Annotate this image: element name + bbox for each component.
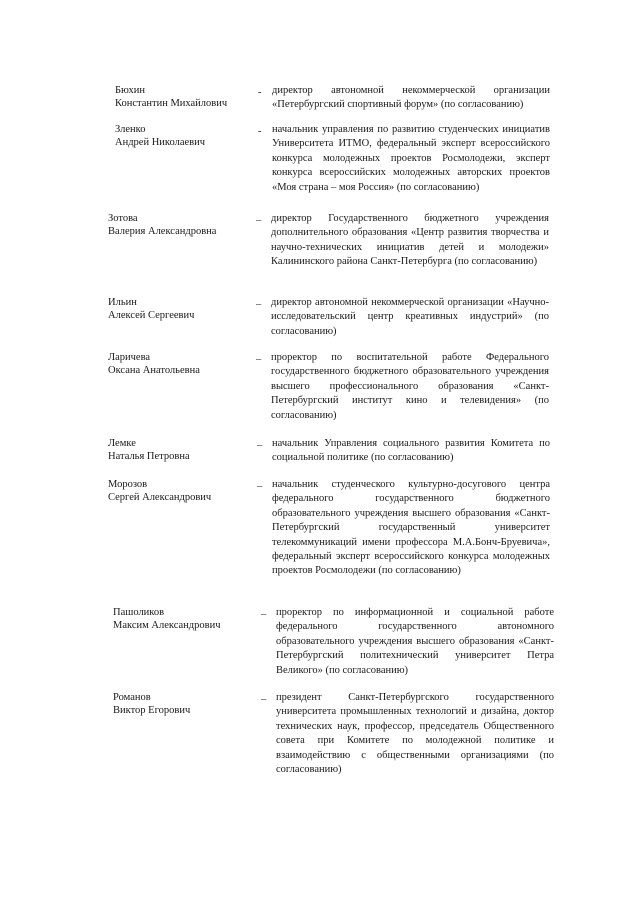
given-names: Алексей Сергеевич xyxy=(108,310,195,321)
surname: Бюхин xyxy=(115,85,145,96)
surname: Ларичева xyxy=(108,352,151,363)
separator-dash: - xyxy=(258,126,262,137)
separator-dash: – xyxy=(261,694,267,705)
position-description: начальник студенческого культурно-досугового центра федерального государственного бюджетного образовательного учреждения высшего образования «Санкт-Петербургский государственный университет телекоммуникаций имени профессора М.А.Бонч-Бруевича», федеральный эксперт всероссийского конкурса молодежных проектов Росмолодежи (по согласованию) xyxy=(272,479,550,577)
surname: Ильин xyxy=(108,297,137,308)
separator-dash: – xyxy=(257,481,263,492)
position-description: проректор по воспитательной работе Федерального государственного бюджетного образовательного учреждения высшего профессионального образования «Санкт-Петербургский институт кино и телевидения» (по согласованию) xyxy=(271,352,549,421)
separator-dash: – xyxy=(256,299,262,310)
separator-dash: – xyxy=(257,440,263,451)
surname: Зленко xyxy=(115,124,146,135)
surname: Морозов xyxy=(108,479,148,490)
person-name xyxy=(113,606,263,632)
given-names: Виктор Егорович xyxy=(113,705,191,716)
person-name xyxy=(113,691,263,717)
person-name xyxy=(115,84,265,110)
surname: Лемке xyxy=(108,438,136,449)
separator-dash: - xyxy=(258,87,262,98)
person-name xyxy=(108,296,258,322)
given-names: Константин Михайлович xyxy=(115,98,228,109)
surname: Романов xyxy=(113,692,151,703)
person-name xyxy=(108,351,258,377)
separator-dash: – xyxy=(256,354,262,365)
position-description: директор Государственного бюджетного учреждения дополнительного образования «Центр развития творчества и научно-технических инициатив детей и молодежи» Калининского района Санкт-Петербурга (по согласованию) xyxy=(271,213,549,268)
given-names: Оксана Анатольевна xyxy=(108,365,200,376)
person-name xyxy=(108,212,258,238)
position-description: президент Санкт-Петербургского государственного университета промышленных технологий и дизайна, доктор технических наук, профессор, председатель Общественного совета при Комитете по молодежной политике и взаимодействию с общественными организациями (по согласованию) xyxy=(276,692,554,776)
surname: Пашоликов xyxy=(113,607,165,618)
position-description: начальник Управления социального развития Комитета по социальной политике (по согласованию) xyxy=(272,438,550,464)
surname: Зотова xyxy=(108,213,138,224)
person-name xyxy=(115,123,265,149)
separator-dash: – xyxy=(256,215,262,226)
given-names: Наталья Петровна xyxy=(108,451,190,462)
person-name xyxy=(108,437,258,463)
position-description: директор автономной некоммерческой организации «Научно-исследовательский центр креативных индустрий» (по согласованию) xyxy=(271,297,549,337)
given-names: Максим Александрович xyxy=(113,620,221,631)
position-description: директор автономной некоммерческой организации «Петербургский спортивный форум» (по согласованию) xyxy=(272,85,550,111)
position-description: начальник управления по развитию студенческих инициатив Университета ИТМО, федеральный эксперт всероссийского конкурса молодежных проектов Росмолодежи, эксперт конкурса всероссийских молодежных авторских проектов «Моя страна – моя Россия» (по согласованию) xyxy=(272,124,550,193)
position-description: проректор по информационной и социальной работе федерального государственного автономного образовательного учреждения высшего образования «Санкт-Петербургский политехнический университет Петра Великого» (по согласованию) xyxy=(276,607,554,676)
given-names: Сергей Александрович xyxy=(108,492,212,503)
separator-dash: – xyxy=(261,609,267,620)
given-names: Андрей Николаевич xyxy=(115,137,205,148)
given-names: Валерия Александровна xyxy=(108,226,217,237)
person-name xyxy=(108,478,258,504)
